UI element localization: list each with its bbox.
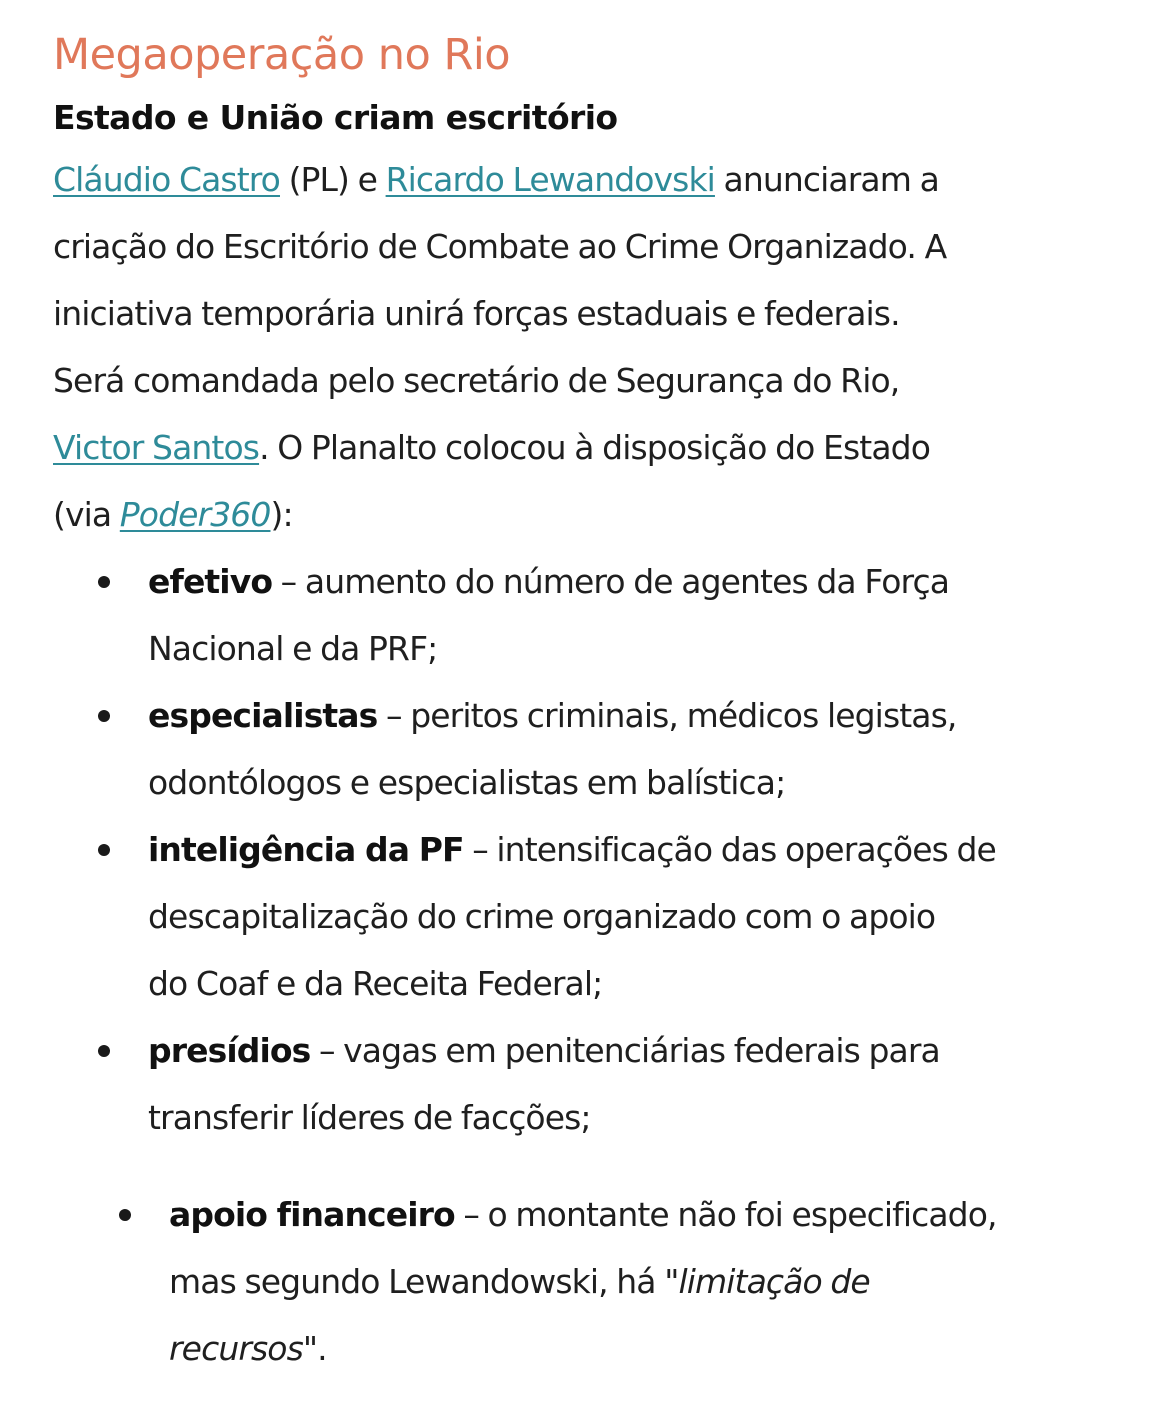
intro-line bbox=[53, 481, 1163, 548]
list-item-line bbox=[169, 1181, 1163, 1248]
article bbox=[53, 24, 1163, 1382]
intro-paragraph bbox=[53, 146, 1163, 548]
quote-text: "limitação de bbox=[664, 1262, 870, 1301]
list-item-text: – intensificação das operações de bbox=[463, 830, 996, 869]
intro-line: criação do Escritório de Combate ao Crime Organizado. A bbox=[53, 227, 947, 266]
list-item-line: do Coaf e da Receita Federal; bbox=[148, 964, 603, 1003]
list-item-line bbox=[169, 1315, 1163, 1382]
list-item-term: inteligência da PF bbox=[148, 830, 464, 869]
link-poder360[interactable]: Poder360 bbox=[119, 495, 271, 534]
intro-text: . O Planalto colocou à disposição do Estado bbox=[259, 428, 930, 467]
list-item-line bbox=[169, 1248, 1163, 1315]
list-item-line: descapitalização do crime organizado com o apoio bbox=[148, 897, 936, 936]
list-item-line bbox=[148, 816, 1163, 883]
list-item bbox=[53, 548, 1163, 682]
list-item-text: . bbox=[317, 1329, 327, 1368]
list-item-text: – peritos criminais, médicos legistas, bbox=[377, 696, 957, 735]
list-item-line bbox=[148, 682, 1163, 749]
bullet-icon bbox=[98, 1045, 110, 1057]
intro-line: iniciativa temporária unirá forças estaduais e federais. bbox=[53, 294, 900, 333]
list-item-line bbox=[148, 1017, 1163, 1084]
list-item-term: efetivo bbox=[148, 562, 273, 601]
list-item bbox=[53, 816, 1163, 1017]
intro-line: Será comandada pelo secretário de Segurança do Rio, bbox=[53, 361, 900, 400]
list-item-text: – aumento do número de agentes da Força bbox=[272, 562, 950, 601]
bullet-icon bbox=[98, 576, 110, 588]
intro-text: (via bbox=[53, 495, 120, 534]
list-item-text: – o montante não foi especificado, bbox=[454, 1195, 997, 1234]
link-claudio-castro[interactable]: Cláudio Castro bbox=[53, 160, 280, 199]
section-kicker: Megaoperação no Rio bbox=[53, 30, 511, 80]
intro-text: ): bbox=[270, 495, 293, 534]
list-item-line: Nacional e da PRF; bbox=[148, 629, 438, 668]
list-item bbox=[53, 1017, 1163, 1151]
list-item-line bbox=[148, 548, 1163, 615]
intro-line bbox=[53, 146, 1163, 213]
link-ricardo-lewandovski[interactable]: Ricardo Lewandovski bbox=[385, 160, 715, 199]
bullet-icon bbox=[98, 844, 110, 856]
list-item-term: apoio financeiro bbox=[169, 1195, 455, 1234]
bullet-icon bbox=[98, 710, 110, 722]
list-item-line: odontólogos e especialistas em balística; bbox=[148, 763, 786, 802]
link-victor-santos[interactable]: Victor Santos bbox=[53, 428, 260, 467]
list-item-text: – vagas em penitenciárias federais para bbox=[310, 1031, 940, 1070]
bullet-icon bbox=[119, 1209, 131, 1221]
list-item-term: presídios bbox=[148, 1031, 311, 1070]
intro-text: (PL) e bbox=[279, 160, 386, 199]
intro-line bbox=[53, 414, 1163, 481]
quote-text: recursos" bbox=[169, 1329, 318, 1368]
article-headline: Estado e União criam escritório bbox=[53, 98, 618, 137]
list-item bbox=[53, 682, 1163, 816]
list-item-financial bbox=[53, 1181, 1163, 1382]
list-item-text: mas segundo Lewandowski, há bbox=[169, 1262, 665, 1301]
list-item-term: especialistas bbox=[148, 696, 378, 735]
list-item-line: transferir líderes de facções; bbox=[148, 1098, 591, 1137]
measures-list bbox=[53, 548, 1163, 1382]
intro-text: anunciaram a bbox=[714, 160, 939, 199]
